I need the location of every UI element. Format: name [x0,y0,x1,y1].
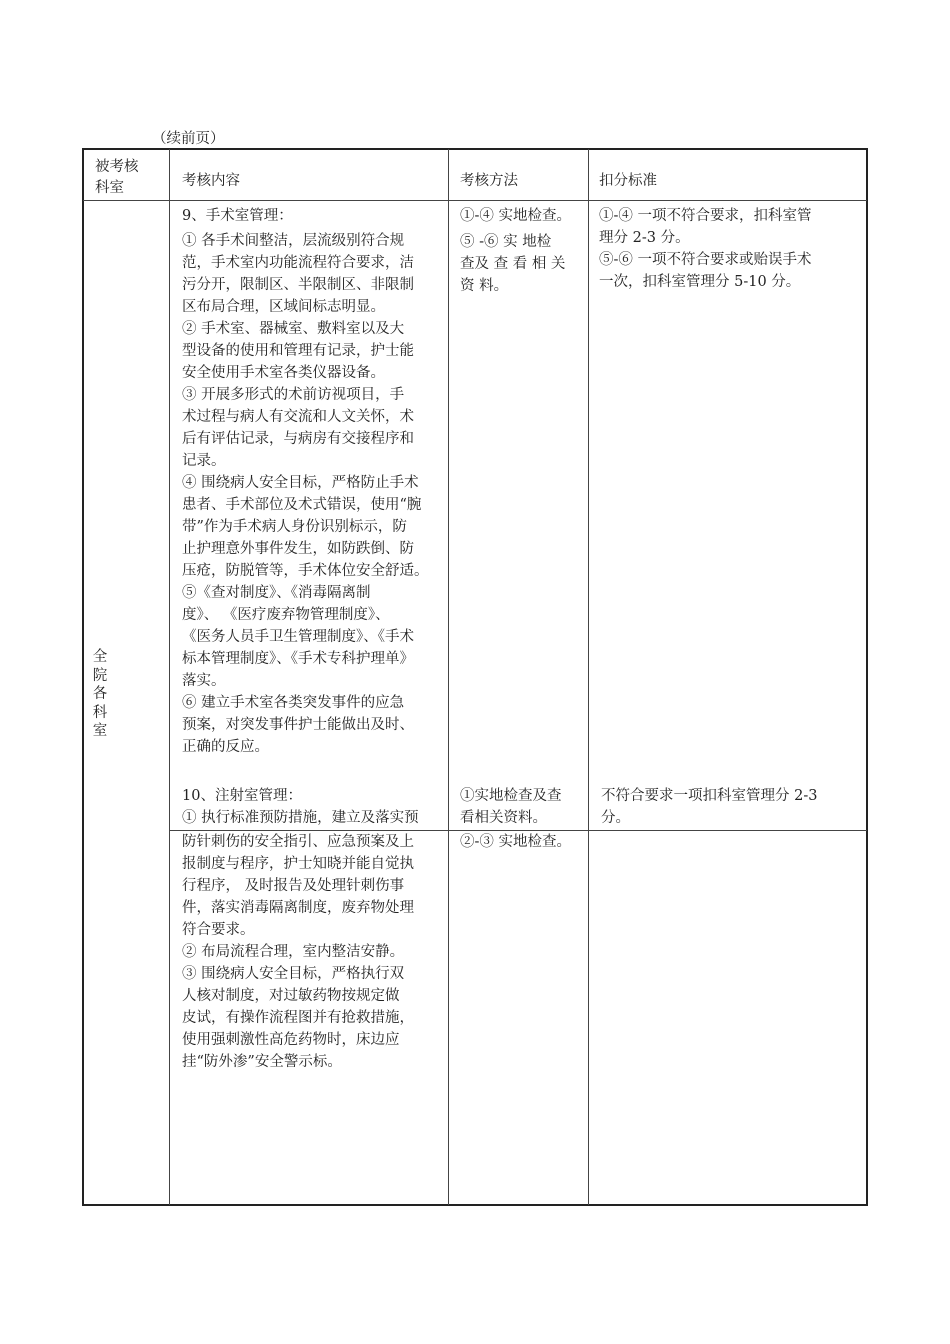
section9-method [460,205,582,297]
text-line: 防针刺伤的安全指引、应急预案及上 [182,834,414,850]
text-line: 一次，扣科室管理分 5-10 分。 [599,274,801,290]
text-line: 正确的反应。 [182,739,269,755]
text-line: ② 手术室、器械室、敷料室以及大 [182,321,405,337]
header-content: 考核内容 [182,173,240,189]
department-char: 各 [92,686,108,702]
section9-item-5 [182,582,444,692]
text-line: ③ 开展多形式的术前访视项目，手 [182,387,405,403]
text-line: 理分 2-3 分。 [599,230,690,246]
text-line: 不符合要求一项扣科室管理分 2-3 [601,788,818,804]
text-line: 人核对制度，对过敏药物按规定做 [182,988,400,1004]
text-line: 患者、手术部位及术式错误，使用“腕 [182,497,422,513]
header-method: 考核方法 [460,173,518,189]
text-line: 落实。 [182,673,226,689]
continued-note: （续前页） [152,131,225,147]
section9-item-6 [182,692,444,758]
text-line: 预案，对突发事件护士能做出及时、 [182,717,414,733]
text-line: ② 布局流程合理，室内整洁安静。 [182,944,405,960]
text-line: ⑤《查对制度》、《消毒隔离制 [182,585,371,601]
text-line: 分。 [601,810,630,826]
text-line: ①-④ 实地检查。 [460,208,572,224]
section9-standard-1 [599,205,861,249]
text-line: 范，手术室内功能流程符合要求，洁 [182,255,414,271]
section10-method1-lines [460,785,586,829]
text-line: 查及 查 看 相 关 [460,256,566,272]
col-divider-2 [448,149,449,1205]
header-department: 被考核 科室 [95,159,139,196]
department-char: 科 [92,704,108,721]
text-line: 挂“防外渗”安全警示标。 [182,1054,342,1070]
section10-method-2 [460,831,586,853]
department-char: 全 [92,649,108,665]
text-line: 资 料。 [460,278,509,294]
text-line: ①-④ 一项不符合要求，扣科室管 [599,208,812,224]
text-line: 使用强刺激性高危药物时，床边应 [182,1032,400,1048]
text-line: 区布局合理，区域间标志明显。 [182,299,385,315]
text-line: 度》、 《医疗废弃物管理制度》、 [182,607,390,623]
text-line: ⑥ 建立手术室各类突发事件的应急 [182,695,405,711]
section10-item2 [182,941,444,963]
header-divider [83,200,867,201]
text-line: 安全使用手术室各类仪器设备。 [182,365,385,381]
section9-standard [599,205,861,293]
text-line: ⑤ -⑥ 实 地检 [460,234,552,250]
text-line: ②-③ 实地检查。 [460,834,572,850]
section9-content [182,205,444,758]
text-line: 记录。 [182,453,226,469]
text-line: 后有评估记录，与病房有交接程序和 [182,431,414,447]
section10-title: 10、注射室管理： [182,788,302,804]
section10-item1-first: ① 执行标准预防措施，建立及落实预 [182,810,419,826]
section9-method-2 [460,231,582,297]
text-line: 标本管理制度》、《手术专科护理单》 [182,651,414,667]
section10-content-bottom [182,831,444,1073]
section9-item-3 [182,384,444,472]
text-line: 《医务人员手卫生管理制度》、《手术 [182,629,414,645]
text-line: 看相关资料。 [460,810,547,826]
text-line: 污分开，限制区、半限制区、非限制 [182,277,414,293]
text-line: 止护理意外事件发生，如防跌倒、防 [182,541,414,557]
text-line: 术过程与病人有交流和人文关怀，术 [182,409,414,425]
department-label [90,648,110,741]
text-line: 皮试，有操作流程图并有抢救措施， [182,1010,414,1026]
col-divider-3 [588,149,589,1205]
section9-title: 9、手术室管理： [182,208,293,224]
section10-item1-rest [182,831,444,941]
department-char: 院 [92,667,108,684]
text-line: ④ 围绕病人安全目标，严格防止手术 [182,475,419,491]
text-line: 行程序， 及时报告及处理针刺伤事 [182,878,405,894]
section10-item3 [182,963,444,1073]
text-line: ① 各手术间整洁，层流级别符合规 [182,233,405,249]
text-line: 压疮，防脱管等，手术体位安全舒适。 [182,563,429,579]
header-standard: 扣分标准 [599,173,657,189]
col-divider-1 [169,149,170,1205]
section9-item-1 [182,230,444,318]
department-char: 室 [92,723,108,739]
section10-method2-lines [460,831,586,853]
section10-content-top [182,785,447,829]
text-line: ③ 围绕病人安全目标，严格执行双 [182,966,405,982]
section10-standard1-lines [601,785,861,829]
section10-method-1 [460,785,586,829]
text-line: ⑤-⑥ 一项不符合要求或贻误手术 [599,252,812,268]
text-line: 符合要求。 [182,922,255,938]
text-line: 带”作为手术病人身份识别标示，防 [182,519,407,535]
text-line: 件，落实消毒隔离制度，废弃物处理 [182,900,414,916]
text-line: 报制度与程序，护士知晓并能自觉执 [182,856,414,872]
text-line: ①实地检查及查 [460,788,562,804]
text-line: 型设备的使用和管理有记录，护士能 [182,343,414,359]
section10-standard [601,785,861,829]
section9-standard-2 [599,249,861,293]
section9-item-4 [182,472,444,582]
section9-method-1 [460,205,582,227]
section9-item-2 [182,318,444,384]
